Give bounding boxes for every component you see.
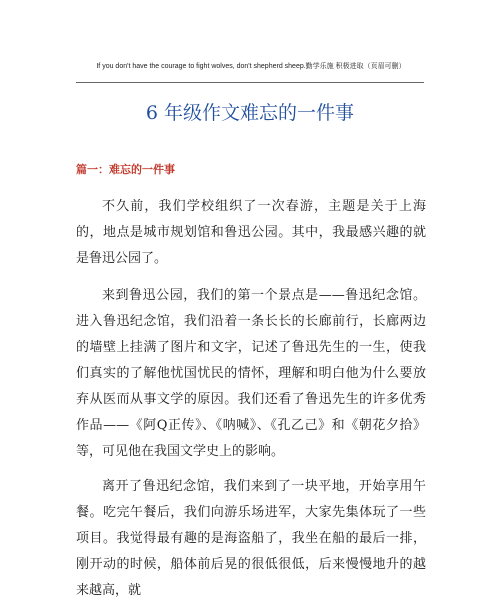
header-divider bbox=[76, 82, 424, 83]
page-header-text: If you don't have the courage to fight wolves, don't shepherd sheep.勤学乐施 积极进取（页眉可删） bbox=[96, 63, 406, 70]
paragraph-3: 离开了鲁迅纪念馆，我们来到了一块平地，开始享用午餐。吃完午餐后，我们向游乐场进军，大家先集体玩了一些项目。我觉得最有趣的是海盗船了，我坐在船的最后一排，刚开动的时候，船体前后晃的很低很低，后来慢慢地升的越来越高，就 bbox=[76, 479, 426, 598]
paragraph-2: 来到鲁迅公园，我们的第一个景点是——鲁迅纪念馆。进入鲁迅纪念馆，我们沿着一条长长的长廊前行，长廊两边的墙壁上挂满了图片和文字，记述了鲁迅先生的一生，使我们真实的了解他忧国忧民的情怀，理解和明白他为什么要放弃从医而从事文学的原因。我们还看了鲁迅先生的许多优秀作品——《阿Q正传》、《呐喊》、《孔乙己》和《朝花夕拾》等，可见他在我国文学史上的影响。 bbox=[76, 288, 426, 459]
document-title: 6 年级作文难忘的一件事 bbox=[145, 102, 355, 124]
section-heading: 篇一：难忘的一件事 bbox=[76, 163, 175, 176]
paragraph-1: 不久前，我们学校组织了一次春游，主题是关于上海的，地点是城市规划馆和鲁迅公园。其中，我最感兴趣的就是鲁迅公园了。 bbox=[76, 199, 426, 266]
